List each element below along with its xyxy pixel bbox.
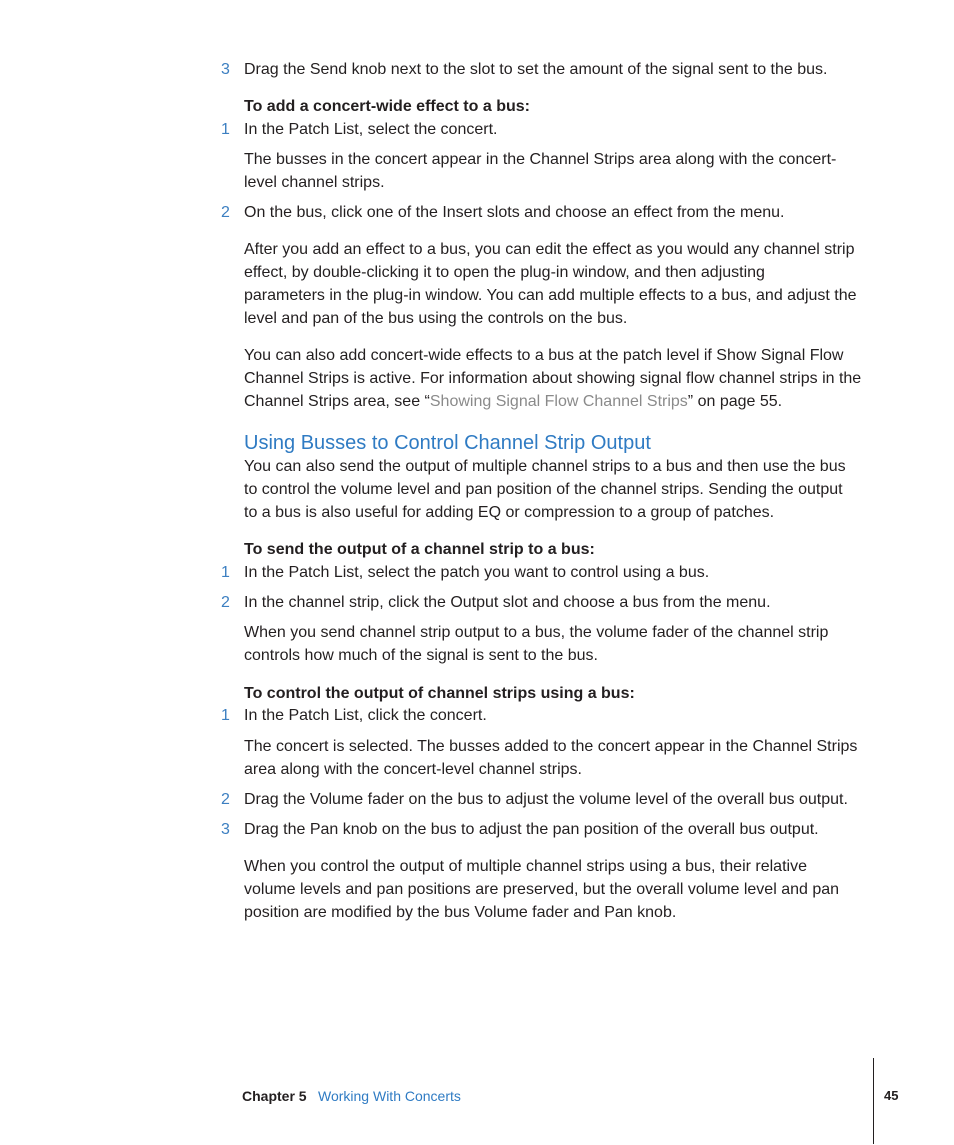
- step-text: Drag the Send knob next to the slot to set the amount of the signal sent to the bus.: [244, 61, 828, 78]
- text-line: volume levels and pan positions are preserved, but the overall volume level and pan: [244, 881, 840, 898]
- text-line: The concert is selected. The busses added to the concert appear in the Channel Strips: [244, 738, 858, 755]
- footer-chapter-title: Working With Concerts: [318, 1088, 461, 1104]
- step-note: [244, 148, 874, 194]
- text-line: level channel strips.: [244, 174, 385, 191]
- step-note: [244, 735, 874, 781]
- step-number: 2: [221, 791, 230, 808]
- body-paragraph: [244, 455, 874, 524]
- step-number: 3: [221, 61, 230, 78]
- text-line: After you add an effect to a bus, you can edit the effect as you would any channel strip: [244, 241, 855, 258]
- footer-divider: [873, 1058, 874, 1144]
- text-line: When you control the output of multiple channel strips using a bus, their relative: [244, 858, 807, 875]
- text-run: Channel Strips area, see “: [244, 393, 430, 410]
- task-heading-send-output: To send the output of a channel strip to a bus:: [244, 541, 595, 558]
- step-number: 1: [221, 121, 230, 138]
- task-heading-control-output: To control the output of channel strips using a bus:: [244, 685, 635, 702]
- step-text: In the Patch List, click the concert.: [244, 707, 487, 724]
- body-paragraph: [244, 344, 874, 413]
- text-line: The busses in the concert appear in the Channel Strips area along with the concert-: [244, 151, 837, 168]
- text-line: You can also add concert-wide effects to a bus at the patch level if Show Signal Flow: [244, 347, 844, 364]
- step-number: 1: [221, 564, 230, 581]
- body-paragraph: [244, 855, 874, 924]
- text-line: [244, 390, 874, 413]
- step-text: In the Patch List, select the patch you want to control using a bus.: [244, 564, 710, 581]
- footer-chapter-label: Chapter 5: [242, 1088, 307, 1104]
- text-line: to a bus is also useful for adding EQ or compression to a group of patches.: [244, 504, 775, 521]
- text-line: You can also send the output of multiple channel strips to a bus and then use the bus: [244, 458, 846, 475]
- step-text: Drag the Pan knob on the bus to adjust the pan position of the overall bus output.: [244, 821, 819, 838]
- task-heading-add-effect: To add a concert-wide effect to a bus:: [244, 98, 530, 115]
- step-text: On the bus, click one of the Insert slots and choose an effect from the menu.: [244, 204, 785, 221]
- step-text: In the Patch List, select the concert.: [244, 121, 498, 138]
- step-number: 2: [221, 594, 230, 611]
- page-number: 45: [884, 1088, 899, 1103]
- text-line: level and pan of the bus using the controls on the bus.: [244, 310, 628, 327]
- text-line: controls how much of the signal is sent to the bus.: [244, 647, 598, 664]
- text-line: effect, by double-clicking it to open the plug-in window, and then adjusting: [244, 264, 765, 281]
- text-line: area along with the concert-level channel strips.: [244, 761, 582, 778]
- text-line: parameters in the plug-in window. You can add multiple effects to a bus, and adjust the: [244, 287, 857, 304]
- step-note: [244, 621, 874, 667]
- step-number: 1: [221, 707, 230, 724]
- section-heading: Using Busses to Control Channel Strip Output: [244, 432, 651, 454]
- step-text: In the channel strip, click the Output slot and choose a bus from the menu.: [244, 594, 771, 611]
- cross-reference-link[interactable]: Showing Signal Flow Channel Strips: [429, 393, 688, 410]
- text-run: ” on page 55.: [687, 393, 783, 410]
- step-number: 3: [221, 821, 230, 838]
- text-line: to control the volume level and pan position of the channel strips. Sending the output: [244, 481, 843, 498]
- step-text: Drag the Volume fader on the bus to adjust the volume level of the overall bus output.: [244, 791, 848, 808]
- step-number: 2: [221, 204, 230, 221]
- text-line: Channel Strips is active. For information about showing signal flow channel strips in the: [244, 370, 862, 387]
- text-line: position are modified by the bus Volume fader and Pan knob.: [244, 904, 677, 921]
- text-line: When you send channel strip output to a bus, the volume fader of the channel strip: [244, 624, 829, 641]
- body-paragraph: [244, 238, 874, 330]
